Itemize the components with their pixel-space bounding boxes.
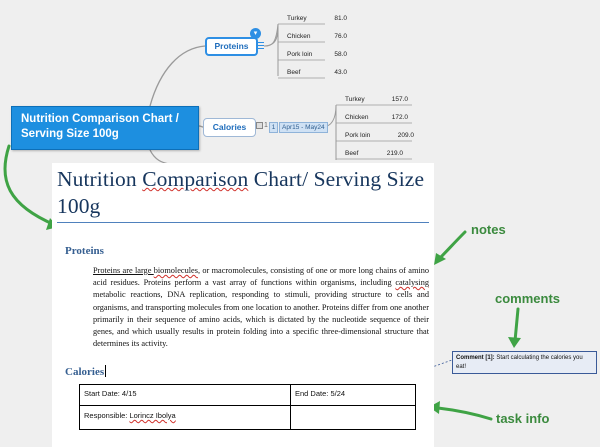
leaf-proteins-chicken[interactable]: Chicken 76.0: [287, 33, 347, 40]
comment-balloon[interactable]: [452, 351, 597, 374]
topic-calories[interactable]: Calories: [203, 118, 256, 137]
table-divider: [80, 405, 415, 406]
document-title: Nutrition Comparison Chart/ Serving Size 100g: [57, 167, 425, 218]
leaf-proteins-beef[interactable]: Beef 43.0: [287, 69, 347, 76]
end-date-cell: End Date: 5/24: [295, 389, 346, 398]
date-range-tag[interactable]: Apr15 - May24: [279, 122, 328, 133]
priority-icon[interactable]: 1: [269, 122, 278, 133]
document-page[interactable]: [52, 163, 434, 447]
responsible-cell: Responsible: Lorincz Ibolya: [84, 411, 176, 420]
text-cursor: [105, 365, 106, 377]
comment-label: Comment [1]:: [456, 355, 495, 361]
table-divider: [290, 385, 291, 429]
heading-proteins: Proteins: [65, 245, 104, 257]
notes-paragraph[interactable]: Proteins are large biomolecules, or macromolecules, consisting of one or more long chains of amino acid residues. Proteins perform a vast array of functions within organisms, including catalysing metabolic reactions, DNA replication, responding to stimuli, providing structure to cells and organisms, and transporting molecules from one location to another. Proteins differ from one another primarily in their sequence of amino acids, which is dictated by the nucleotide sequence of their genes, and which usually results in protein folding into a specific three-dimensional structure that determines its activity.: [93, 266, 429, 349]
leaf-calories-pork-loin[interactable]: Pork loin 209.0: [345, 132, 414, 139]
callout-comments: comments: [495, 291, 561, 306]
task-info-table: [79, 384, 416, 430]
topic-proteins[interactable]: Proteins: [205, 37, 258, 56]
callout-notes: notes: [471, 222, 506, 237]
notes-icon[interactable]: [257, 42, 264, 49]
leaf-proteins-turkey[interactable]: Turkey 81.0: [287, 15, 347, 22]
leaf-proteins-pork-loin[interactable]: Pork loin 58.0: [287, 51, 347, 58]
task-icon[interactable]: [256, 122, 263, 129]
marker-1: 1: [264, 122, 268, 130]
topic-markers: [256, 122, 269, 129]
title-divider: [57, 222, 429, 223]
callout-task-info: task info: [496, 411, 550, 426]
comment-text: Start calculating the calories you eat!: [456, 355, 583, 370]
leaf-calories-turkey[interactable]: Turkey 157.0: [345, 96, 408, 103]
central-topic-node[interactable]: Nutrition Comparison Chart / Serving Size 100g: [11, 106, 199, 150]
start-date-cell: Start Date: 4/15: [84, 389, 137, 398]
leaf-calories-chicken[interactable]: Chicken 172.0: [345, 114, 408, 121]
leaf-calories-beef[interactable]: Beef 219.0: [345, 150, 403, 157]
heading-calories: Calories: [65, 366, 105, 378]
spellcheck-word: Comparison: [142, 167, 249, 191]
collapse-toggle-icon[interactable]: ▾: [250, 28, 261, 39]
